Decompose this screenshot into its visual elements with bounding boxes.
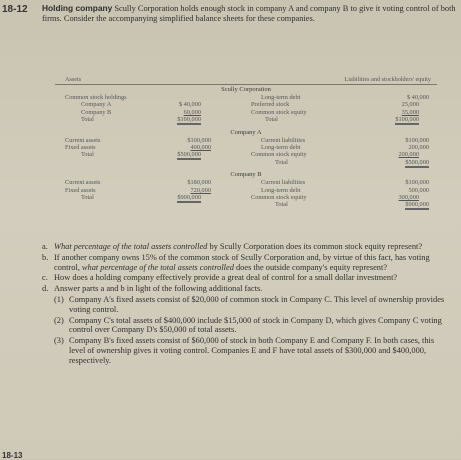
cell-value: $100,000 [187, 136, 211, 144]
question-c [42, 273, 452, 283]
question-label: (2) [54, 315, 64, 325]
cell-label: Total [265, 116, 278, 124]
question-d3 [54, 336, 452, 365]
cell-label: Current assets [65, 136, 101, 144]
question-d2 [54, 316, 452, 336]
table-row [55, 159, 437, 166]
cell-value: $180,000 [187, 179, 211, 187]
cell-value: 60,000 [183, 108, 201, 116]
table-row [55, 144, 437, 151]
table-row [55, 101, 437, 108]
table-row [55, 137, 437, 144]
cell-value: $500,000 [405, 158, 429, 166]
cell-value: 35,000 [401, 108, 419, 116]
question-label: a. [42, 242, 48, 251]
cell-label: Current liabilities [261, 179, 306, 187]
cell-value: 500,000 [408, 186, 429, 194]
question-label: (3) [54, 336, 64, 346]
question-d [42, 284, 452, 294]
question-b-text: If another company owns 15% of the common stock of Scully Corporation and, by virtue of this fact, has voting control, [54, 252, 430, 272]
table-row [55, 151, 437, 158]
liabilities-header: Liabilities and stockholders' equity [344, 76, 431, 83]
next-problem-number: 18-13 [2, 451, 23, 460]
cell-value: $900,000 [405, 201, 429, 209]
question-label: d. [42, 284, 49, 294]
table-row [55, 179, 437, 186]
question-label: c. [42, 273, 48, 283]
cell-label: Total [275, 201, 288, 209]
cell-value: $900,000 [177, 194, 201, 202]
cell-label: Common stock equity [251, 108, 307, 116]
table-header [55, 76, 437, 85]
company-a-title: Company A [230, 128, 262, 136]
cell-value: 400,000 [190, 144, 211, 152]
table-row [55, 109, 437, 116]
cell-value: $ 40,000 [406, 94, 429, 101]
cell-value: 200,000 [398, 151, 419, 159]
cell-label: Company A [81, 101, 112, 109]
cell-value [153, 94, 211, 101]
question-d1 [54, 295, 452, 315]
cell-label: Common stock equity [251, 194, 307, 202]
question-d-text: Answer parts a and b in light of the following additional facts. [54, 284, 263, 294]
cell-label: Total [81, 116, 94, 124]
problem-title: Holding company [42, 3, 113, 13]
problem-number: 18-12 [2, 4, 28, 15]
cell-label: Fixed assets [65, 186, 96, 194]
question-label: (1) [54, 294, 64, 304]
company-b-title: Company B [230, 171, 262, 179]
cell-label: Total [81, 194, 94, 202]
question-list [42, 242, 452, 367]
table-row [55, 201, 437, 208]
question-a-emphasis: What percentage of the total assets controlled [54, 242, 208, 251]
table-row [55, 187, 437, 194]
cell-value: $500,000 [177, 151, 201, 159]
balance-sheets [55, 76, 437, 214]
question-label: b. [42, 252, 49, 262]
question-a [42, 242, 452, 252]
cell-value: 200,000 [408, 144, 429, 152]
cell-label: Common stock equity [251, 151, 307, 159]
cell-label: Long-term debt [261, 144, 301, 152]
cell-value: $100,000 [405, 179, 429, 187]
question-d2-text: Company C's total assets of $400,000 include $15,000 of stock in Company D, which gives Company C voting control over Company D's $50,000 of total assets. [69, 315, 442, 335]
scully-title: Scully Corporation [221, 86, 271, 93]
cell-label: Total [275, 158, 288, 166]
cell-label: Company B [81, 108, 112, 116]
table-row [55, 194, 437, 201]
question-b-text-end: does the outside company's equity represent? [233, 262, 388, 272]
question-b-emphasis: what percentage of the total assets controlled [81, 262, 234, 272]
cell-label: Current assets [65, 179, 101, 187]
cell-label: Long-term debt [261, 94, 301, 101]
cell-value: $100,000 [405, 136, 429, 144]
cell-label: Common stock holdings [65, 94, 127, 101]
cell-label: Total [81, 151, 94, 159]
cell-value: 300,000 [398, 194, 419, 202]
cell-value: $100,000 [177, 116, 201, 124]
cell-label: Current liabilities [261, 136, 306, 144]
scully-balance-sheet [55, 86, 437, 124]
problem-intro: Scully Corporation holds enough stock in company A and company B to give it voting control of both firms. Consider the accompanying simplified balance sheets for these companies. [42, 4, 456, 23]
cell-label: Fixed assets [65, 144, 96, 152]
table-row [55, 94, 437, 101]
question-d3-text: Company B's fixed assets consist of $60,000 of stock in both Company E and Company F. In both cases, this level of ownership gives it voting control. Companies E and F have total assets of $300,000 and $400,000, respectively. [69, 336, 435, 365]
table-row [55, 116, 437, 123]
question-c-text: How does a holding company effectively provide a great deal of control for a small dollar investment? [54, 273, 398, 283]
company-a-balance-sheet [55, 129, 437, 167]
problem-statement [42, 3, 458, 24]
question-b [42, 253, 452, 273]
cell-label: Long-term debt [261, 186, 301, 194]
cell-value: $ 40,000 [178, 101, 201, 109]
question-d1-text: Company A's fixed assets consist of $20,000 of common stock in Company C. This level of ownership provides voting control. [69, 294, 445, 314]
assets-header: Assets [65, 76, 82, 83]
cell-value: 25,000 [401, 101, 419, 109]
cell-value: $100,000 [395, 116, 419, 124]
cell-value: 720,000 [190, 186, 211, 194]
company-b-balance-sheet [55, 171, 437, 209]
cell-label: Preferred stock [251, 101, 290, 109]
question-a-text: by Scully Corporation does its common stock equity represent? [207, 242, 423, 251]
